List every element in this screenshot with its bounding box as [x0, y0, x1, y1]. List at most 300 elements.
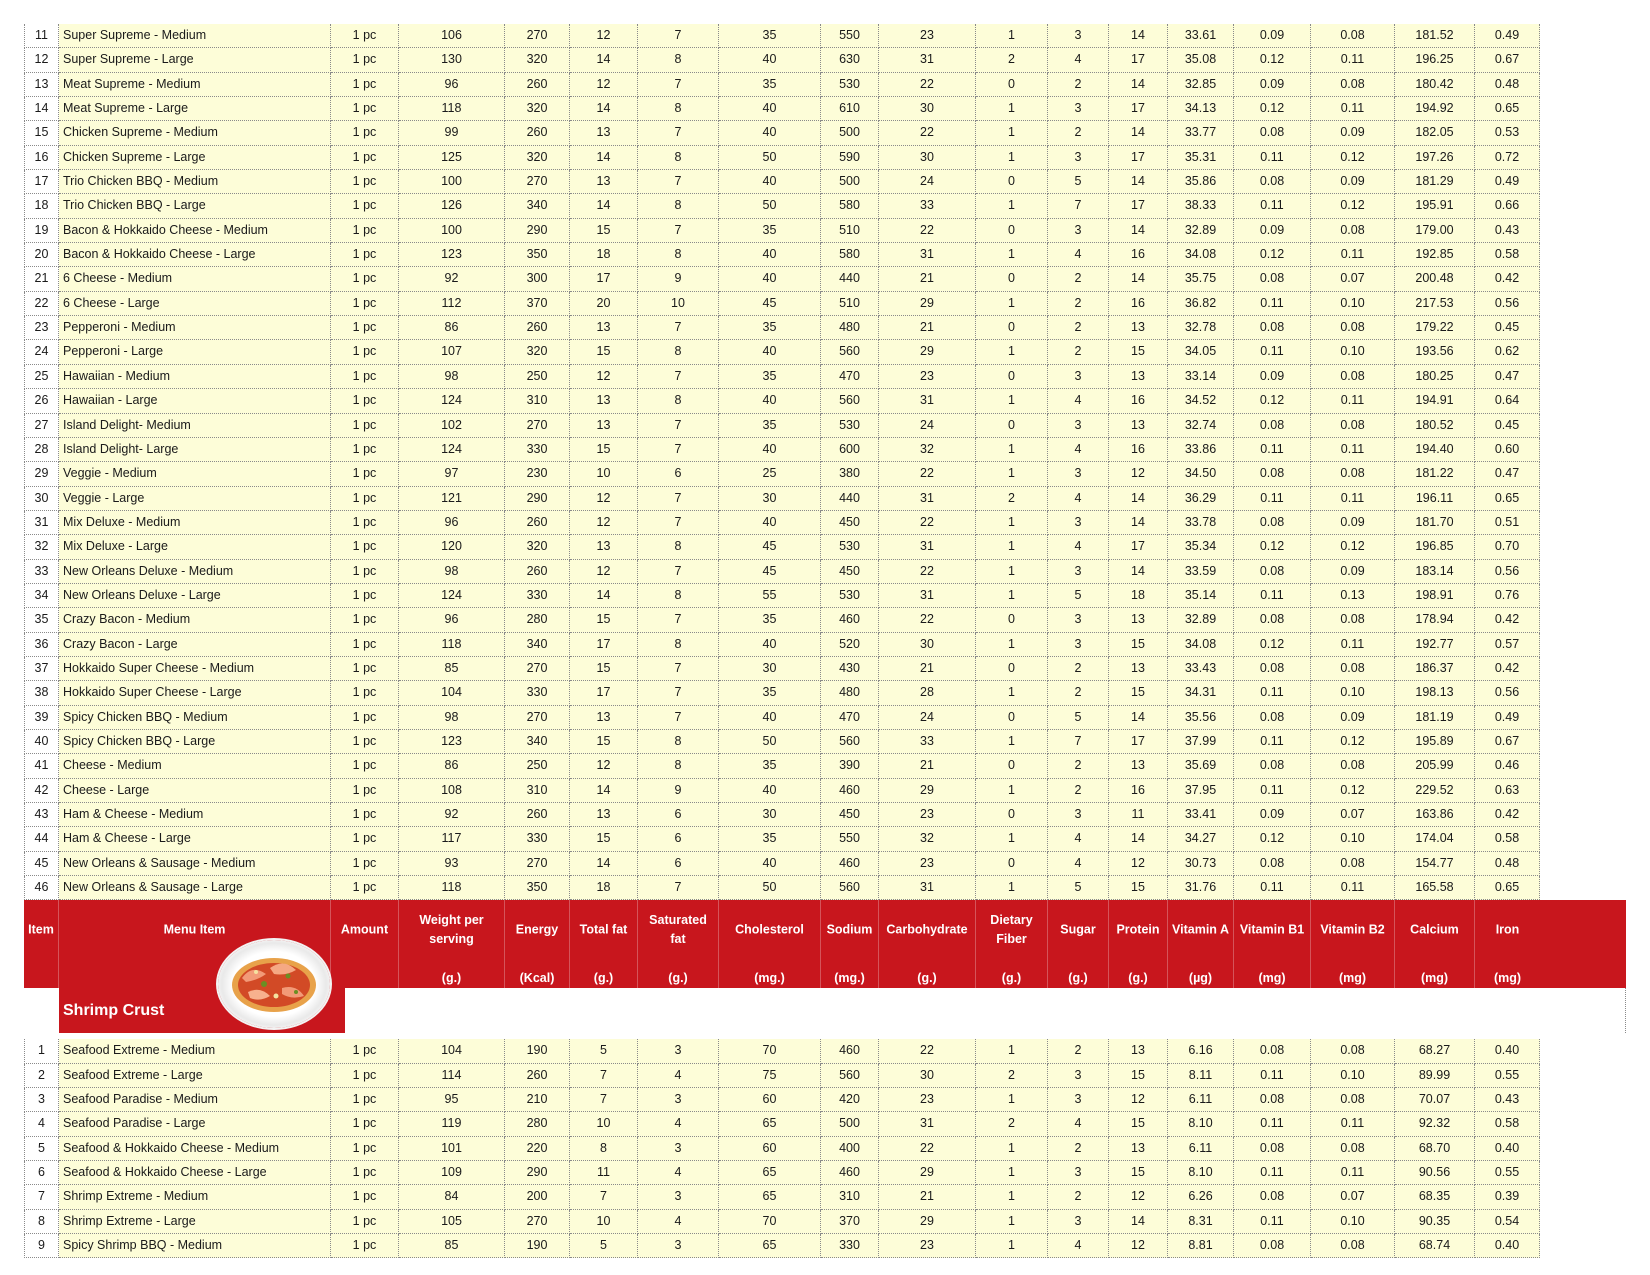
value-cell: 35.31	[1168, 146, 1234, 170]
value-cell: 154.77	[1395, 852, 1475, 876]
value-cell: 6	[638, 827, 719, 851]
value-cell: 31.76	[1168, 876, 1234, 900]
value-cell: 197.26	[1395, 146, 1475, 170]
value-cell: 29	[879, 340, 976, 364]
item-number-cell: 9	[24, 1234, 59, 1258]
value-cell: 1	[976, 292, 1048, 316]
value-cell: 0.56	[1475, 292, 1540, 316]
value-cell: 12	[1109, 1234, 1168, 1258]
value-cell: 15	[1109, 1161, 1168, 1185]
value-cell: 123	[399, 243, 505, 267]
value-cell: 0.48	[1475, 852, 1540, 876]
value-cell: 24	[879, 706, 976, 730]
value-cell: 70.07	[1395, 1088, 1475, 1112]
shrimp-pizza-photo-icon	[218, 940, 330, 1028]
value-cell: 181.29	[1395, 170, 1475, 194]
value-cell: 1	[976, 535, 1048, 559]
value-cell: 0	[976, 608, 1048, 632]
value-cell: 560	[821, 389, 879, 413]
value-cell: 109	[399, 1161, 505, 1185]
value-cell: 33.41	[1168, 803, 1234, 827]
value-cell: 30	[879, 1064, 976, 1088]
value-cell: 2	[976, 487, 1048, 511]
item-number-cell: 43	[24, 803, 59, 827]
value-cell: 0.45	[1475, 316, 1540, 340]
value-cell: 290	[505, 219, 570, 243]
value-cell: 1 pc	[331, 438, 399, 462]
value-cell: 86	[399, 316, 505, 340]
table-row	[24, 706, 1626, 730]
table-row	[24, 292, 1626, 316]
value-cell: 0.12	[1234, 389, 1311, 413]
value-cell: 0.40	[1475, 1039, 1540, 1063]
value-cell: 45	[719, 292, 821, 316]
value-cell: 0.08	[1234, 706, 1311, 730]
value-cell: 1 pc	[331, 121, 399, 145]
value-cell: 290	[505, 1161, 570, 1185]
value-cell: 3	[1048, 633, 1109, 657]
value-cell: 98	[399, 706, 505, 730]
value-cell: 123	[399, 730, 505, 754]
value-cell: 118	[399, 633, 505, 657]
value-cell: 4	[638, 1064, 719, 1088]
value-cell: 0.11	[1311, 438, 1395, 462]
table-row	[24, 121, 1626, 145]
menu-item-cell: 6 Cheese - Medium	[59, 267, 331, 291]
value-cell: 192.77	[1395, 633, 1475, 657]
value-cell: 8.11	[1168, 1064, 1234, 1088]
value-cell: 4	[1048, 487, 1109, 511]
value-cell: 1 pc	[331, 706, 399, 730]
value-cell: 0	[976, 852, 1048, 876]
value-cell: 1	[976, 681, 1048, 705]
value-cell: 1	[976, 876, 1048, 900]
value-cell: 0.11	[1234, 146, 1311, 170]
value-cell: 0.57	[1475, 633, 1540, 657]
value-cell: 196.85	[1395, 535, 1475, 559]
value-cell: 5	[1048, 584, 1109, 608]
value-cell: 0	[976, 267, 1048, 291]
value-cell: 270	[505, 852, 570, 876]
value-cell: 18	[570, 243, 638, 267]
value-cell: 14	[1109, 73, 1168, 97]
table-row	[24, 535, 1626, 559]
value-cell: 0.58	[1475, 243, 1540, 267]
item-number-cell: 6	[24, 1161, 59, 1185]
value-cell: 250	[505, 754, 570, 778]
value-cell: 0.11	[1234, 292, 1311, 316]
value-cell: 23	[879, 24, 976, 48]
value-cell: 10	[638, 292, 719, 316]
menu-item-cell: Trio Chicken BBQ - Medium	[59, 170, 331, 194]
value-cell: 8.31	[1168, 1210, 1234, 1234]
value-cell: 33.43	[1168, 657, 1234, 681]
menu-item-cell: Mix Deluxe - Large	[59, 535, 331, 559]
value-cell: 14	[1109, 706, 1168, 730]
value-cell: 1 pc	[331, 340, 399, 364]
value-cell: 6	[638, 803, 719, 827]
menu-item-cell: New Orleans Deluxe - Large	[59, 584, 331, 608]
value-cell: 3	[1048, 560, 1109, 584]
value-cell: 7	[638, 438, 719, 462]
value-cell: 2	[1048, 121, 1109, 145]
value-cell: 174.04	[1395, 827, 1475, 851]
value-cell: 181.52	[1395, 24, 1475, 48]
value-cell: 0.08	[1311, 462, 1395, 486]
value-cell: 23	[879, 852, 976, 876]
value-cell: 22	[879, 219, 976, 243]
value-cell: 193.56	[1395, 340, 1475, 364]
value-cell: 320	[505, 146, 570, 170]
value-cell: 13	[1109, 365, 1168, 389]
value-cell: 22	[879, 462, 976, 486]
item-number-cell: 42	[24, 779, 59, 803]
value-cell: 0	[976, 365, 1048, 389]
menu-item-cell: Spicy Chicken BBQ - Large	[59, 730, 331, 754]
menu-item-cell: Veggie - Medium	[59, 462, 331, 486]
value-cell: 3	[638, 1234, 719, 1258]
value-cell: 3	[1048, 365, 1109, 389]
value-cell: 8	[638, 754, 719, 778]
value-cell: 310	[821, 1185, 879, 1209]
value-cell: 30.73	[1168, 852, 1234, 876]
value-cell: 12	[570, 754, 638, 778]
value-cell: 15	[570, 340, 638, 364]
value-cell: 100	[399, 219, 505, 243]
value-cell: 460	[821, 1161, 879, 1185]
menu-item-cell: Mix Deluxe - Medium	[59, 511, 331, 535]
value-cell: 5	[1048, 706, 1109, 730]
value-cell: 13	[1109, 657, 1168, 681]
value-cell: 0.42	[1475, 608, 1540, 632]
value-cell: 13	[570, 389, 638, 413]
value-cell: 5	[1048, 876, 1109, 900]
value-cell: 8	[570, 1137, 638, 1161]
table-row	[24, 487, 1626, 511]
value-cell: 4	[638, 1210, 719, 1234]
value-cell: 0	[976, 73, 1048, 97]
item-number-cell: 26	[24, 389, 59, 413]
value-cell: 2	[1048, 657, 1109, 681]
value-cell: 7	[1048, 194, 1109, 218]
table-row	[24, 608, 1626, 632]
value-cell: 14	[1109, 827, 1168, 851]
table-row	[24, 48, 1626, 72]
value-cell: 330	[505, 584, 570, 608]
value-cell: 35	[719, 414, 821, 438]
value-cell: 0.08	[1311, 414, 1395, 438]
value-cell: 35	[719, 73, 821, 97]
value-cell: 0.13	[1311, 584, 1395, 608]
value-cell: 40	[719, 170, 821, 194]
value-cell: 68.70	[1395, 1137, 1475, 1161]
value-cell: 126	[399, 194, 505, 218]
value-cell: 35.34	[1168, 535, 1234, 559]
value-cell: 0.65	[1475, 876, 1540, 900]
value-cell: 85	[399, 657, 505, 681]
value-cell: 34.27	[1168, 827, 1234, 851]
value-cell: 1 pc	[331, 560, 399, 584]
value-cell: 25	[719, 462, 821, 486]
value-cell: 460	[821, 852, 879, 876]
value-cell: 35.56	[1168, 706, 1234, 730]
value-cell: 2	[1048, 1039, 1109, 1063]
menu-item-cell: Shrimp Extreme - Medium	[59, 1185, 331, 1209]
value-cell: 0.11	[1234, 1210, 1311, 1234]
menu-item-cell: Pepperoni - Medium	[59, 316, 331, 340]
value-cell: 34.50	[1168, 462, 1234, 486]
value-cell: 1 pc	[331, 1185, 399, 1209]
value-cell: 3	[1048, 462, 1109, 486]
value-cell: 2	[1048, 1185, 1109, 1209]
value-cell: 0.11	[1311, 1161, 1395, 1185]
menu-item-cell: Meat Supreme - Medium	[59, 73, 331, 97]
value-cell: 8	[638, 97, 719, 121]
value-cell: 7	[638, 316, 719, 340]
value-cell: 22	[879, 511, 976, 535]
item-number-cell: 25	[24, 365, 59, 389]
menu-item-cell: Crazy Bacon - Large	[59, 633, 331, 657]
value-cell: 14	[570, 97, 638, 121]
value-cell: 0.08	[1234, 170, 1311, 194]
value-cell: 0.63	[1475, 779, 1540, 803]
value-cell: 300	[505, 267, 570, 291]
header-amount: Amount	[331, 900, 399, 988]
menu-item-cell: Bacon & Hokkaido Cheese - Medium	[59, 219, 331, 243]
value-cell: 13	[1109, 316, 1168, 340]
value-cell: 0.08	[1234, 121, 1311, 145]
value-cell: 0	[976, 657, 1048, 681]
value-cell: 1	[976, 146, 1048, 170]
value-cell: 0.08	[1234, 1039, 1311, 1063]
value-cell: 0.11	[1234, 584, 1311, 608]
value-cell: 29	[879, 779, 976, 803]
value-cell: 13	[570, 316, 638, 340]
value-cell: 3	[1048, 219, 1109, 243]
value-cell: 2	[1048, 1137, 1109, 1161]
menu-item-cell: Hokkaido Super Cheese - Large	[59, 681, 331, 705]
value-cell: 35.08	[1168, 48, 1234, 72]
value-cell: 0.54	[1475, 1210, 1540, 1234]
section-title: Shrimp Crust	[59, 988, 345, 1033]
value-cell: 0.10	[1311, 292, 1395, 316]
value-cell: 7	[638, 24, 719, 48]
value-cell: 470	[821, 365, 879, 389]
value-cell: 0.09	[1234, 219, 1311, 243]
value-cell: 55	[719, 584, 821, 608]
value-cell: 1	[976, 462, 1048, 486]
item-number-cell: 18	[24, 194, 59, 218]
value-cell: 2	[1048, 316, 1109, 340]
value-cell: 1	[976, 340, 1048, 364]
value-cell: 35	[719, 24, 821, 48]
value-cell: 96	[399, 511, 505, 535]
menu-item-cell: Hokkaido Super Cheese - Medium	[59, 657, 331, 681]
value-cell: 0.51	[1475, 511, 1540, 535]
value-cell: 380	[821, 462, 879, 486]
value-cell: 0.64	[1475, 389, 1540, 413]
menu-item-cell: Seafood Paradise - Medium	[59, 1088, 331, 1112]
value-cell: 0.08	[1311, 1137, 1395, 1161]
menu-item-cell: Chicken Supreme - Medium	[59, 121, 331, 145]
table-row	[24, 730, 1626, 754]
value-cell: 350	[505, 876, 570, 900]
item-number-cell: 2	[24, 1064, 59, 1088]
item-number-cell: 15	[24, 121, 59, 145]
value-cell: 0.11	[1234, 730, 1311, 754]
value-cell: 29	[879, 1161, 976, 1185]
value-cell: 15	[1109, 876, 1168, 900]
value-cell: 60	[719, 1088, 821, 1112]
table-row	[24, 754, 1626, 778]
value-cell: 330	[505, 827, 570, 851]
value-cell: 33	[879, 730, 976, 754]
header-cholesterol: Cholesterol (mg.)	[719, 900, 821, 988]
menu-item-cell: New Orleans & Sausage - Large	[59, 876, 331, 900]
menu-item-cell: Meat Supreme - Large	[59, 97, 331, 121]
value-cell: 1	[976, 1234, 1048, 1258]
value-cell: 8	[638, 730, 719, 754]
value-cell: 3	[638, 1137, 719, 1161]
menu-item-cell: 6 Cheese - Large	[59, 292, 331, 316]
value-cell: 35	[719, 754, 821, 778]
value-cell: 8	[638, 535, 719, 559]
value-cell: 30	[719, 487, 821, 511]
table-row	[24, 876, 1626, 900]
value-cell: 1 pc	[331, 219, 399, 243]
value-cell: 13	[1109, 608, 1168, 632]
value-cell: 2	[1048, 754, 1109, 778]
value-cell: 34.05	[1168, 340, 1234, 364]
value-cell: 4	[1048, 827, 1109, 851]
value-cell: 17	[570, 633, 638, 657]
value-cell: 400	[821, 1137, 879, 1161]
value-cell: 40	[719, 97, 821, 121]
value-cell: 0.12	[1311, 779, 1395, 803]
value-cell: 15	[570, 827, 638, 851]
value-cell: 6	[638, 852, 719, 876]
value-cell: 500	[821, 170, 879, 194]
value-cell: 40	[719, 633, 821, 657]
value-cell: 3	[1048, 1064, 1109, 1088]
value-cell: 0.08	[1234, 1234, 1311, 1258]
value-cell: 101	[399, 1137, 505, 1161]
value-cell: 220	[505, 1137, 570, 1161]
value-cell: 0.08	[1234, 267, 1311, 291]
value-cell: 1 pc	[331, 852, 399, 876]
value-cell: 0.09	[1311, 706, 1395, 730]
value-cell: 96	[399, 73, 505, 97]
item-number-cell: 28	[24, 438, 59, 462]
value-cell: 0.08	[1311, 1234, 1395, 1258]
value-cell: 16	[1109, 243, 1168, 267]
value-cell: 17	[570, 267, 638, 291]
value-cell: 40	[719, 511, 821, 535]
value-cell: 7	[638, 487, 719, 511]
value-cell: 0.42	[1475, 657, 1540, 681]
value-cell: 14	[1109, 487, 1168, 511]
value-cell: 16	[1109, 292, 1168, 316]
value-cell: 33.77	[1168, 121, 1234, 145]
header-item: Item	[24, 900, 59, 988]
value-cell: 12	[570, 511, 638, 535]
value-cell: 32	[879, 827, 976, 851]
value-cell: 0	[976, 706, 1048, 730]
value-cell: 1	[976, 389, 1048, 413]
value-cell: 32.89	[1168, 219, 1234, 243]
value-cell: 183.14	[1395, 560, 1475, 584]
value-cell: 0.08	[1311, 754, 1395, 778]
value-cell: 0.11	[1311, 48, 1395, 72]
value-cell: 229.52	[1395, 779, 1475, 803]
value-cell: 0.49	[1475, 24, 1540, 48]
value-cell: 1 pc	[331, 1064, 399, 1088]
value-cell: 12	[1109, 852, 1168, 876]
value-cell: 0.58	[1475, 1112, 1540, 1136]
menu-item-cell: Super Supreme - Large	[59, 48, 331, 72]
value-cell: 1 pc	[331, 73, 399, 97]
value-cell: 23	[879, 1088, 976, 1112]
value-cell: 7	[638, 121, 719, 145]
value-cell: 530	[821, 73, 879, 97]
value-cell: 186.37	[1395, 657, 1475, 681]
value-cell: 30	[879, 97, 976, 121]
value-cell: 17	[1109, 535, 1168, 559]
value-cell: 192.85	[1395, 243, 1475, 267]
value-cell: 0.10	[1311, 1210, 1395, 1234]
value-cell: 1 pc	[331, 633, 399, 657]
item-number-cell: 36	[24, 633, 59, 657]
value-cell: 17	[1109, 146, 1168, 170]
table-row	[24, 146, 1626, 170]
value-cell: 0.72	[1475, 146, 1540, 170]
value-cell: 217.53	[1395, 292, 1475, 316]
value-cell: 35	[719, 681, 821, 705]
value-cell: 8	[638, 194, 719, 218]
value-cell: 0.12	[1234, 243, 1311, 267]
value-cell: 0.11	[1234, 1064, 1311, 1088]
value-cell: 0.09	[1234, 24, 1311, 48]
menu-item-cell: Hawaiian - Large	[59, 389, 331, 413]
value-cell: 0.08	[1311, 73, 1395, 97]
value-cell: 14	[570, 194, 638, 218]
value-cell: 7	[570, 1185, 638, 1209]
item-number-cell: 31	[24, 511, 59, 535]
value-cell: 7	[638, 681, 719, 705]
value-cell: 50	[719, 730, 821, 754]
value-cell: 14	[1109, 121, 1168, 145]
value-cell: 0.08	[1234, 657, 1311, 681]
value-cell: 2	[976, 48, 1048, 72]
value-cell: 460	[821, 608, 879, 632]
value-cell: 0.62	[1475, 340, 1540, 364]
item-number-cell: 8	[24, 1210, 59, 1234]
value-cell: 12	[570, 24, 638, 48]
value-cell: 3	[638, 1039, 719, 1063]
value-cell: 260	[505, 511, 570, 535]
value-cell: 4	[1048, 48, 1109, 72]
value-cell: 580	[821, 243, 879, 267]
value-cell: 0.53	[1475, 121, 1540, 145]
value-cell: 500	[821, 1112, 879, 1136]
item-number-cell: 35	[24, 608, 59, 632]
value-cell: 5	[570, 1039, 638, 1063]
value-cell: 0.08	[1234, 1137, 1311, 1161]
value-cell: 34.31	[1168, 681, 1234, 705]
value-cell: 4	[1048, 1234, 1109, 1258]
value-cell: 0.58	[1475, 827, 1540, 851]
menu-item-cell: Super Supreme - Medium	[59, 24, 331, 48]
